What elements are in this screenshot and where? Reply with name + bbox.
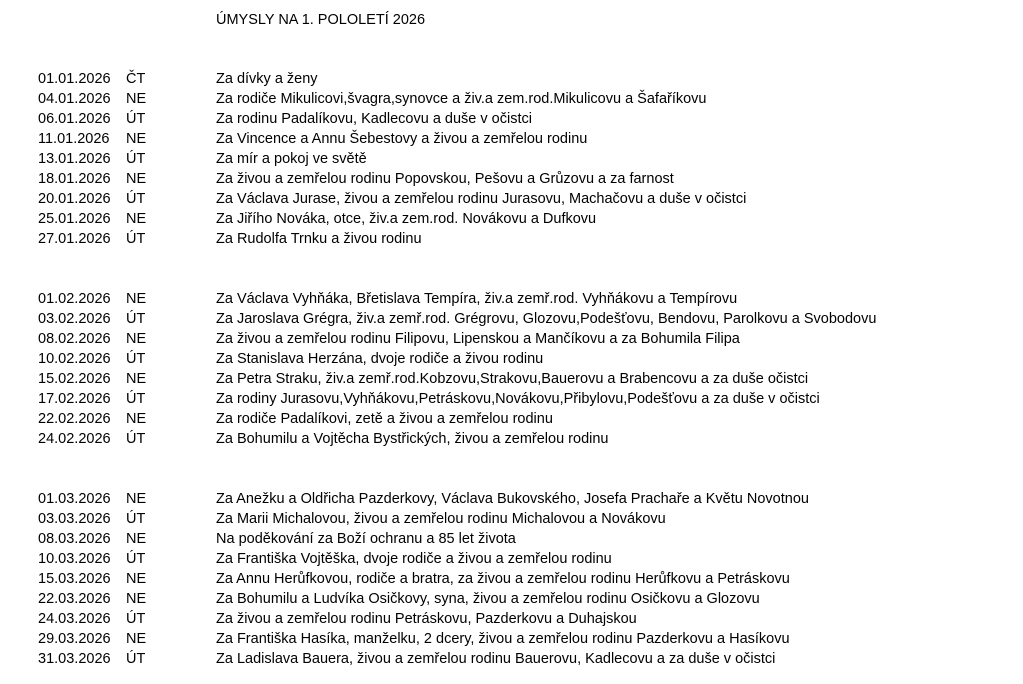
date-cell: 29.03.2026 — [38, 631, 111, 647]
intention-text: Za Ladislava Bauera, živou a zemřelou rodinu Bauerovu, Kadlecovu a za duše v očistci — [216, 651, 776, 667]
day-cell: ÚT — [126, 311, 146, 327]
date-cell: 01.01.2026 — [38, 71, 111, 87]
day-cell: NE — [126, 371, 147, 387]
date-cell: 25.01.2026 — [38, 211, 111, 227]
date-cell: 03.02.2026 — [38, 311, 111, 327]
date-cell: 06.01.2026 — [38, 111, 111, 127]
date-cell: 20.01.2026 — [38, 191, 111, 207]
date-cell: 31.03.2026 — [38, 651, 111, 667]
intention-text: Na poděkování za Boží ochranu a 85 let života — [216, 531, 516, 547]
date-cell: 10.02.2026 — [38, 351, 111, 367]
page-title: ÚMYSLY NA 1. POLOLETÍ 2026 — [216, 12, 426, 28]
date-cell: 11.01.2026 — [38, 131, 110, 147]
intention-text: Za rodiče Mikulicovi,švagra,synovce a živ.a zem.rod.Mikulicovu a Šafaříkovu — [216, 91, 707, 107]
intention-text: Za rodiče Padalíkovi, zetě a živou a zemřelou rodinu — [216, 411, 553, 427]
intention-text: Za Rudolfa Trnku a živou rodinu — [216, 231, 422, 247]
day-cell: NE — [126, 411, 147, 427]
intention-text: Za Václava Vyhňáka, Břetislava Tempíra, živ.a zemř.rod. Vyhňákovu a Tempírovu — [216, 291, 738, 307]
day-cell: ÚT — [126, 351, 146, 367]
day-cell: NE — [126, 491, 147, 507]
intention-text: Za Anežku a Oldřicha Pazderkovy, Václava Bukovského, Josefa Prachaře a Květu Novotnou — [216, 491, 809, 507]
day-cell: ÚT — [126, 231, 146, 247]
intention-text: Za živou a zemřelou rodinu Filipovu, Lipenskou a Mančíkovu a za Bohumila Filipa — [216, 331, 740, 347]
intention-text: Za mír a pokoj ve světě — [216, 151, 367, 167]
day-cell: NE — [126, 591, 147, 607]
date-cell: 08.03.2026 — [38, 531, 111, 547]
intention-text: Za Stanislava Herzána, dvoje rodiče a živou rodinu — [216, 351, 544, 367]
intention-text: Za dívky a ženy — [216, 71, 318, 87]
date-cell: 24.02.2026 — [38, 431, 111, 447]
intention-text: Za Františka Hasíka, manželku, 2 dcery, živou a zemřelou rodinu Pazderkovu a Hasíkovu — [216, 631, 790, 647]
day-cell: ÚT — [126, 651, 146, 667]
date-cell: 22.03.2026 — [38, 591, 111, 607]
date-cell: 10.03.2026 — [38, 551, 111, 567]
intention-text: Za živou a zemřelou rodinu Popovskou, Pešovu a Grůzovu a za farnost — [216, 171, 674, 187]
day-cell: ÚT — [126, 511, 146, 527]
day-cell: NE — [126, 91, 147, 107]
intention-text: Za rodiny Jurasovu,Vyhňákovu,Petráskovu,Novákovu,Přibylovu,Podešťovu a za duše v očistci — [216, 391, 820, 407]
intention-text: Za rodinu Padalíkovu, Kadlecovu a duše v očistci — [216, 111, 532, 127]
day-cell: NE — [126, 331, 147, 347]
day-cell: NE — [126, 171, 147, 187]
intention-text: Za Bohumilu a Vojtěcha Bystřických, živou a zemřelou rodinu — [216, 431, 609, 447]
day-cell: NE — [126, 211, 147, 227]
date-cell: 03.03.2026 — [38, 511, 111, 527]
intention-text: Za Bohumilu a Ludvíka Osičkovy, syna, živou a zemřelou rodinu Osičkovu a Glozovu — [216, 591, 760, 607]
day-cell: ÚT — [126, 611, 146, 627]
intention-text: Za Vincence a Annu Šebestovy a živou a zemřelou rodinu — [216, 131, 588, 147]
day-cell: NE — [126, 631, 147, 647]
day-cell: NE — [126, 131, 147, 147]
date-cell: 27.01.2026 — [38, 231, 111, 247]
date-cell: 01.03.2026 — [38, 491, 111, 507]
date-cell: 17.02.2026 — [38, 391, 111, 407]
day-cell: NE — [126, 531, 147, 547]
intention-text: Za Annu Herůfkovou, rodiče a bratra, za živou a zemřelou rodinu Herůfkovu a Petráskovu — [216, 571, 790, 587]
date-cell: 01.02.2026 — [38, 291, 111, 307]
date-cell: 24.03.2026 — [38, 611, 111, 627]
day-cell: ÚT — [126, 111, 146, 127]
intention-text: Za Václava Jurase, živou a zemřelou rodinu Jurasovu, Machačovu a duše v očistci — [216, 191, 747, 207]
day-cell: ÚT — [126, 551, 146, 567]
intention-text: Za Jiřího Nováka, otce, živ.a zem.rod. Novákovu a Dufkovu — [216, 211, 597, 227]
day-cell: ČT — [126, 71, 146, 87]
date-cell: 04.01.2026 — [38, 91, 111, 107]
date-cell: 18.01.2026 — [38, 171, 111, 187]
date-cell: 08.02.2026 — [38, 331, 111, 347]
date-cell: 22.02.2026 — [38, 411, 111, 427]
intention-text: Za živou a zemřelou rodinu Petráskovu, Pazderkovu a Duhajskou — [216, 611, 637, 627]
day-cell: ÚT — [126, 391, 146, 407]
date-cell: 13.01.2026 — [38, 151, 111, 167]
intention-text: Za Petra Straku, živ.a zemř.rod.Kobzovu,Strakovu,Bauerovu a Brabencovu a za duše očistci — [216, 371, 809, 387]
day-cell: ÚT — [126, 431, 146, 447]
intention-text: Za Jaroslava Grégra, živ.a zemř.rod. Grégrovu, Glozovu,Podešťovu, Bendovu, Parolkovu a Svobodovu — [216, 311, 877, 327]
day-cell: ÚT — [126, 191, 146, 207]
intention-text: Za Marii Michalovou, živou a zemřelou rodinu Michalovou a Novákovu — [216, 511, 666, 527]
day-cell: NE — [126, 571, 147, 587]
intention-text: Za Františka Vojtěška, dvoje rodiče a živou a zemřelou rodinu — [216, 551, 612, 567]
day-cell: NE — [126, 291, 147, 307]
date-cell: 15.03.2026 — [38, 571, 111, 587]
date-cell: 15.02.2026 — [38, 371, 111, 387]
day-cell: ÚT — [126, 151, 146, 167]
